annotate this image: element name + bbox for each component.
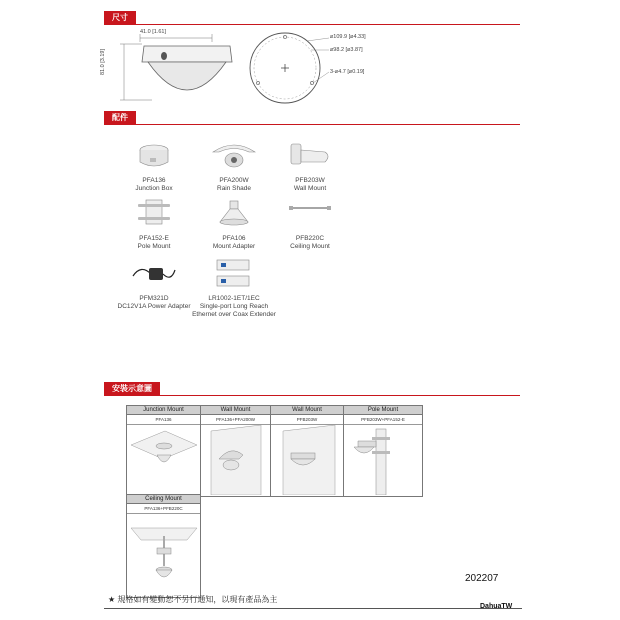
section-divider bbox=[104, 395, 520, 396]
accessory-name: DC12V1A Power Adapter bbox=[117, 303, 191, 310]
width-dimension-label: 41.0 [1.61] bbox=[140, 29, 166, 35]
pole-mount-icon bbox=[134, 198, 174, 228]
install-cell-junction-mount bbox=[126, 405, 201, 497]
junction-mount-illustration bbox=[127, 425, 200, 495]
accessory-model: PFM321D bbox=[139, 295, 169, 302]
accessory-model: PFA106 bbox=[222, 235, 246, 242]
accessory-name: Rain Shade bbox=[217, 185, 251, 192]
ceiling-mount-icon bbox=[285, 198, 335, 228]
install-combo: PFA136 bbox=[127, 415, 200, 425]
accessory-item bbox=[109, 198, 199, 251]
accessory-item bbox=[265, 198, 355, 251]
ceiling-mount-illustration bbox=[127, 514, 200, 596]
install-combo: PFB203W bbox=[271, 415, 343, 425]
mount-adapter-icon bbox=[214, 198, 254, 228]
section-tab-dimensions: 尺寸 bbox=[104, 11, 136, 24]
height-dimension-label: 81.0 [3.19] bbox=[100, 49, 106, 75]
install-combo: PFB203W+PFA152-E bbox=[344, 415, 422, 425]
install-title: Wall Mount bbox=[271, 406, 343, 415]
accessory-name: Single-port Long Reach Ethernet over Coax Extender bbox=[192, 303, 276, 318]
section-divider bbox=[104, 24, 520, 25]
accessory-name: Pole Mount bbox=[137, 243, 171, 250]
wall-mount-illustration bbox=[271, 425, 343, 495]
accessory-name: Junction Box bbox=[135, 185, 173, 192]
install-cell-pole-mount bbox=[343, 405, 423, 497]
accessory-model: PFA136 bbox=[142, 177, 166, 184]
rain-shade-icon bbox=[209, 140, 259, 170]
hole-diameter-label: 3-⌀4.7 [⌀0.19] bbox=[330, 69, 365, 75]
accessory-name: Ceiling Mount bbox=[290, 243, 330, 250]
accessory-item bbox=[265, 140, 355, 193]
install-cell-wall-mount-2 bbox=[270, 405, 344, 497]
section-divider bbox=[104, 124, 520, 125]
wall-mount-rain-shade-illustration bbox=[201, 425, 270, 495]
accessory-model: PFA152-E bbox=[139, 235, 169, 242]
brand-label: DahuaTW bbox=[480, 603, 513, 610]
accessory-model: PFA200W bbox=[219, 177, 249, 184]
accessory-model: LR1002-1ET/1EC bbox=[208, 295, 260, 302]
disclaimer-note: ★ 規格如有變動恕不另行通知，以現有產品為主 bbox=[108, 595, 278, 604]
accessory-model: PFB203W bbox=[295, 177, 325, 184]
accessory-name: Mount Adapter bbox=[212, 243, 256, 250]
accessory-name: Wall Mount bbox=[293, 185, 327, 192]
outer-diameter-label: ⌀109.9 [⌀4.33] bbox=[330, 34, 366, 40]
accessory-model: PFB220C bbox=[295, 235, 325, 242]
install-title: Ceiling Mount bbox=[127, 495, 200, 504]
install-title: Wall Mount bbox=[201, 406, 270, 415]
camera-top-view-drawing bbox=[245, 28, 335, 108]
wall-mount-icon bbox=[285, 140, 335, 170]
junction-box-icon bbox=[134, 140, 174, 170]
install-cell-ceiling-mount bbox=[126, 494, 201, 598]
install-title: Junction Mount bbox=[127, 406, 200, 415]
pole-mount-illustration bbox=[344, 425, 422, 495]
footer-divider bbox=[104, 608, 522, 609]
power-adapter-icon bbox=[129, 258, 179, 288]
install-title: Pole Mount bbox=[344, 406, 422, 415]
section-tab-installation: 安裝示意圖 bbox=[104, 382, 160, 395]
install-combo: PFA136+PFA200W bbox=[201, 415, 270, 425]
camera-side-view-drawing bbox=[112, 28, 242, 108]
inner-diameter-label: ⌀98.2 [⌀3.87] bbox=[330, 47, 363, 53]
accessory-item bbox=[109, 258, 199, 311]
extender-icon bbox=[209, 258, 259, 288]
install-cell-wall-mount-1 bbox=[200, 405, 271, 497]
section-tab-accessories: 配件 bbox=[104, 111, 136, 124]
install-combo: PFA136+PFB220C bbox=[127, 504, 200, 514]
accessory-item bbox=[109, 140, 199, 193]
document-code: 202207 bbox=[465, 573, 499, 584]
accessory-item bbox=[189, 258, 279, 319]
